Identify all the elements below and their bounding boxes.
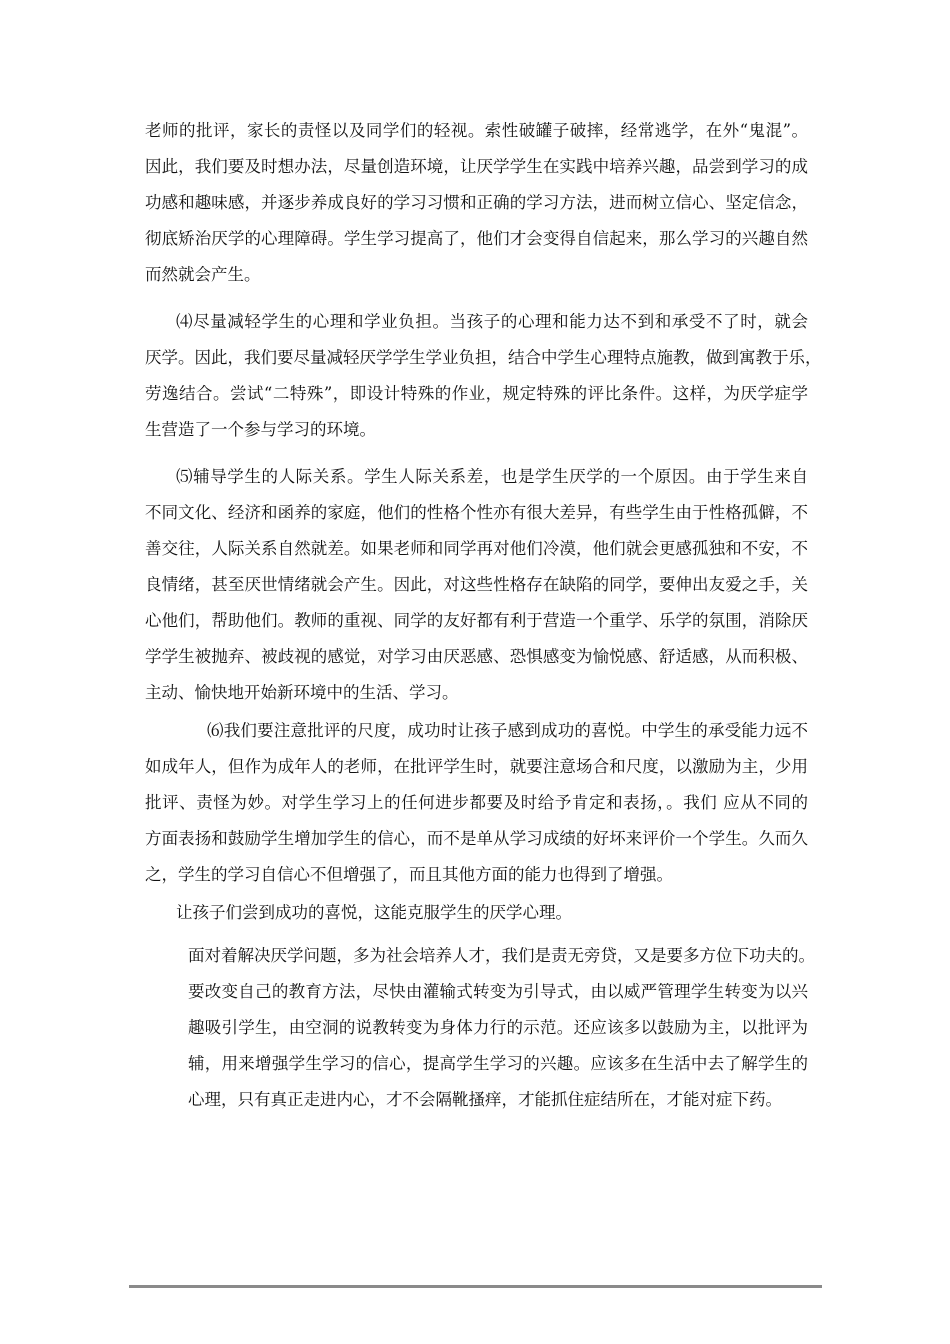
paragraph-line-10: ⑸辅导学生的人际关系。学生人际关系差，也是学生厌学的一个原因。由于学生来自 bbox=[176, 467, 808, 486]
paragraph-line-19: 批评、责怪为妙。对学生学习上的任何进步都要及时给予肯定和表扬，。我们 应从不同的 bbox=[145, 793, 808, 812]
paragraph-line-12: 善交往，人际关系自然就差。如果老师和同学再对他们冷漠，他们就会更感孤独和不安，不 bbox=[145, 539, 808, 558]
paragraph-line-5: 而然就会产生。 bbox=[145, 265, 261, 284]
paragraph-line-7: 厌学。因此，我们要尽量减轻厌学学生学业负担，结合中学生心理特点施教，做到寓教于乐， bbox=[145, 348, 822, 367]
paragraph-line-17: ⑹我们要注意批评的尺度，成功时让孩子感到成功的喜悦。中学生的承受能力远不 bbox=[207, 721, 808, 740]
paragraph-line-23: 面对着解决厌学问题，多为社会培养人才，我们是责无旁贷，又是要多方位下功夫的。 bbox=[188, 946, 815, 965]
paragraph-line-27: 心理，只有真正走进内心，才不会隔靴搔痒，才能抓住症结所在，才能对症下药。 bbox=[188, 1090, 782, 1109]
paragraph-line-13: 良情绪，甚至厌世情绪就会产生。因此，对这些性格存在缺陷的同学，要伸出友爱之手，关 bbox=[145, 575, 808, 594]
paragraph-line-4: 彻底矫治厌学的心理障碍。学生学习提高了，他们才会变得自信起来，那么学习的兴趣自然 bbox=[145, 229, 808, 248]
paragraph-line-15: 学学生被抛弃、被歧视的感觉，对学习由厌恶感、恐惧感变为愉悦感、舒适感，从而积极、 bbox=[145, 647, 808, 666]
paragraph-line-25: 趣吸引学生，由空洞的说教转变为身体力行的示范。还应该多以鼓励为主，以批评为 bbox=[188, 1018, 808, 1037]
paragraph-line-3: 功感和趣味感，并逐步养成良好的学习习惯和正确的学习方法，进而树立信心、坚定信念， bbox=[145, 193, 808, 212]
paragraph-line-1: 老师的批评，家长的责怪以及同学们的轻视。索性破罐子破摔，经常逃学，在外“鬼混”。 bbox=[145, 121, 808, 140]
paragraph-line-18: 如成年人，但作为成年人的老师，在批评学生时，就要注意场合和尺度，以激励为主，少用 bbox=[145, 757, 808, 776]
paragraph-line-26: 辅，用来增强学生学习的信心，提高学生学习的兴趣。应该多在生活中去了解学生的 bbox=[188, 1054, 808, 1073]
paragraph-line-16: 主动、愉快地开始新环境中的生活、学习。 bbox=[145, 683, 459, 702]
paragraph-line-22: 让孩子们尝到成功的喜悦，这能克服学生的厌学心理。 bbox=[176, 903, 572, 922]
paragraph-line-11: 不同文化、经济和函养的家庭，他们的性格个性亦有很大差异，有些学生由于性格孤僻，不 bbox=[145, 503, 808, 522]
paragraph-line-24: 要改变自己的教育方法，尽快由灌输式转变为引导式，由以威严管理学生转变为以兴 bbox=[188, 982, 808, 1001]
paragraph-line-6: ⑷尽量减轻学生的心理和学业负担。当孩子的心理和能力达不到和承受不了时，就会 bbox=[176, 312, 808, 331]
paragraph-line-9: 生营造了一个参与学习的环境。 bbox=[145, 420, 376, 439]
footer-divider bbox=[129, 1285, 822, 1288]
paragraph-line-2: 因此，我们要及时想办法，尽量创造环境，让厌学学生在实践中培养兴趣，品尝到学习的成 bbox=[145, 157, 808, 176]
paragraph-line-20: 方面表扬和鼓励学生增加学生的信心，而不是单从学习成绩的好坏来评价一个学生。久而久 bbox=[145, 829, 808, 848]
paragraph-line-8: 劳逸结合。尝试“二特殊”，即设计特殊的作业，规定特殊的评比条件。这样，为厌学症学 bbox=[145, 384, 808, 403]
paragraph-line-14: 心他们，帮助他们。教师的重视、同学的友好都有利于营造一个重学、乐学的氛围，消除厌 bbox=[145, 611, 808, 630]
paragraph-line-21: 之，学生的学习自信心不但增强了，而且其他方面的能力也得到了增强。 bbox=[145, 865, 673, 884]
